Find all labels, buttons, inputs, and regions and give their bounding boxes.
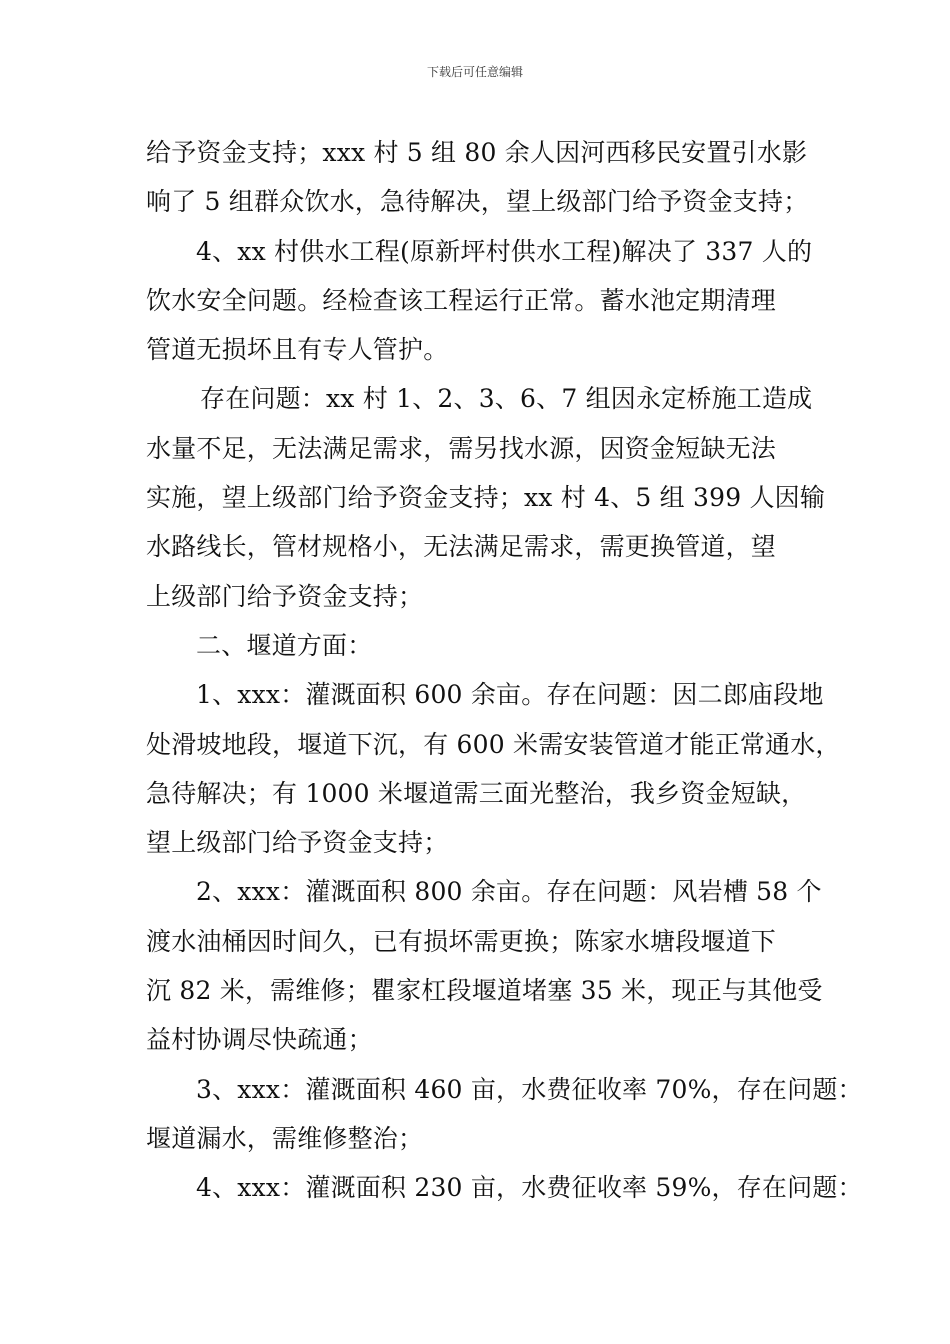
text-line: 益村协调尽快疏通； <box>146 1025 373 1055</box>
document-body <box>146 128 863 1213</box>
text-line: 处滑坡地段，堰道下沉，有 600 米需安装管道才能正常通水， <box>146 729 841 759</box>
paragraph-start-line: 4、xx 村供水工程(原新坪村供水工程)解决了 337 人的 <box>196 236 813 266</box>
text-line: 急待解决；有 1000 米堰道需三面光整治，我乡资金短缺， <box>146 778 807 808</box>
text-line: 上级部门给予资金支持； <box>146 581 424 611</box>
page-header: 下载后可任意编辑 <box>426 65 523 79</box>
paragraph-start-line: 1、xxx：灌溉面积 600 余亩。存在问题：因二郎庙段地 <box>196 680 824 710</box>
text-line: 实施，望上级部门给予资金支持；xx 村 4、5 组 399 人因输 <box>146 483 826 513</box>
text-line: 沉 82 米，需维修；瞿家杠段堰道堵塞 35 米，现正与其他受 <box>146 976 823 1006</box>
text-line: 水路线长，管材规格小，无法满足需求，需更换管道，望 <box>146 532 777 562</box>
paragraph-start-line: 4、xxx：灌溉面积 230 亩，水费征收率 59%，存在问题： <box>196 1173 863 1203</box>
text-line: 响了 5 组群众饮水，急待解决，望上级部门给予资金支持； <box>146 187 809 217</box>
text-line: 饮水安全问题。经检查该工程运行正常。蓄水池定期清理 <box>146 285 777 315</box>
text-line: 管道无损坏且有专人管护。 <box>146 335 449 365</box>
paragraph-start-line: 2、xxx：灌溉面积 800 余亩。存在问题：风岩槽 58 个 <box>196 877 822 907</box>
text-line: 水量不足，无法满足需求，需另找水源，因资金短缺无法 <box>146 433 777 463</box>
section-heading: 二、堰道方面： <box>196 630 373 660</box>
text-line: 望上级部门给予资金支持； <box>146 828 449 858</box>
text-line: 给予资金支持；xxx 村 5 组 80 余人因河西移民安置引水影 <box>146 138 808 167</box>
paragraph-start-line: 存在问题：xx 村 1、2、3、6、7 组因永定桥施工造成 <box>200 384 813 414</box>
text-line: 渡水油桶因时间久，已有损坏需更换；陈家水塘段堰道下 <box>146 926 777 956</box>
text-line: 堰道漏水，需维修整治； <box>146 1123 424 1153</box>
paragraph-start-line: 3、xxx：灌溉面积 460 亩，水费征收率 70%，存在问题： <box>196 1074 863 1104</box>
